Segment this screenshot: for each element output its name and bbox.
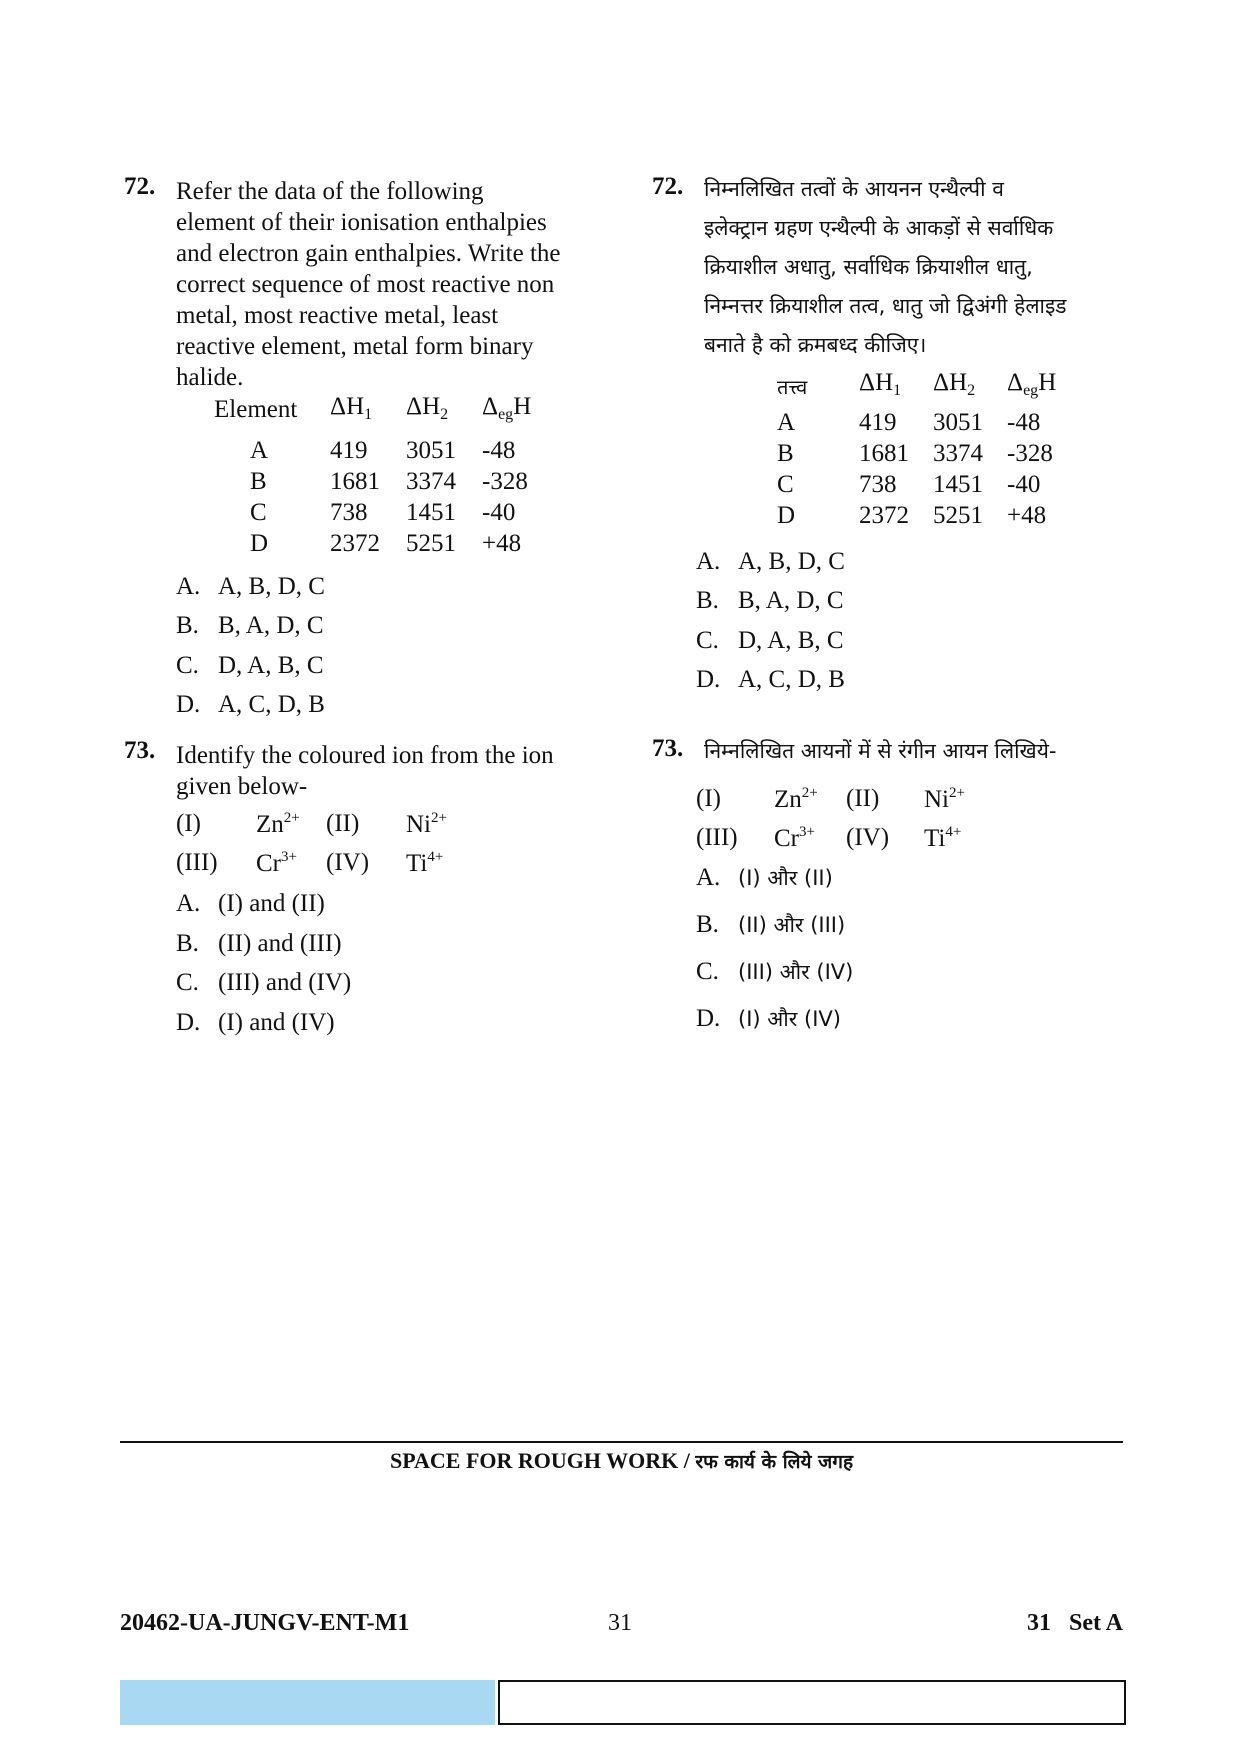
paper-code: 20462-UA-JUNGV-ENT-M1 (120, 1610, 410, 1636)
question-number: 73. (652, 735, 684, 762)
text-line: element of their ionisation enthalpies (176, 209, 547, 236)
table-row (214, 496, 539, 527)
question-number: 72. (652, 173, 684, 200)
ion-ti: $Ti^{4+}$ (406, 849, 444, 877)
table-cell: D (777, 502, 796, 529)
table-header-row (777, 369, 1064, 400)
option-d[interactable]: D. A, C, D, B (696, 666, 845, 693)
enthalpy-table (214, 393, 539, 558)
table-cell: 1451 (933, 471, 983, 498)
table-cell: C (250, 499, 267, 526)
ion-label: (III) (696, 824, 738, 851)
enthalpy-table (777, 369, 1064, 530)
table-cell: B (250, 468, 267, 495)
table-cell: -48 (1007, 409, 1041, 436)
ion-zn: $Zn^{2+}$ (256, 810, 300, 838)
table-cell: A (777, 409, 796, 436)
table-row (214, 434, 539, 465)
table-cell: -40 (1007, 471, 1041, 498)
table-cell: B (777, 440, 794, 467)
text-line: क्रियाशील अधातु, सर्वाधिक क्रियाशील धातु, (704, 255, 1033, 279)
text-line: निम्नलिखित तत्वों के आयनन एन्थैल्पी व (704, 177, 1004, 201)
option-a[interactable]: A. A, B, D, C (176, 573, 325, 600)
ion-label: (IV) (326, 849, 370, 876)
question-text (176, 740, 554, 802)
table-cell: D (250, 530, 269, 557)
option-d[interactable]: D. (I) and (IV) (176, 1009, 335, 1036)
text-line: Refer the data of the following (176, 178, 484, 205)
ion-label: (IV) (846, 824, 890, 851)
table-cell: 5251 (933, 502, 983, 529)
text-line: metal, most reactive metal, least (176, 302, 499, 329)
rough-work-hi: रफ कार्य के लिये जगह (695, 1451, 854, 1473)
question-number: 73. (124, 737, 156, 764)
ion-ti: $Ti^{4+}$ (924, 824, 962, 852)
table-cell: 3051 (406, 437, 456, 464)
ion-ni: $Ni^{2+}$ (924, 785, 965, 813)
ion-row (696, 824, 1116, 856)
option-d[interactable]: D. A, C, D, B (176, 691, 325, 718)
rough-work-en: SPACE FOR ROUGH WORK / (389, 1448, 696, 1473)
text-line: इलेक्ट्रान ग्रहण एन्थैल्पी के आकड़ों से सर्वाधिक (704, 216, 1054, 240)
table-cell: 2372 (859, 502, 909, 529)
text-line: halide. (176, 364, 244, 391)
table-row (214, 527, 539, 558)
table-row (777, 437, 1064, 468)
question-text (176, 176, 561, 393)
ion-row (176, 810, 596, 842)
option-b[interactable]: B. B, A, D, C (176, 612, 324, 639)
table-row (777, 406, 1064, 437)
header-dh2: $\Delta H_2$ (406, 393, 449, 423)
table-row (777, 468, 1064, 499)
text-line: बनाते है को क्रमबध्द कीजिए। (704, 333, 927, 357)
table-cell: 1681 (859, 440, 909, 467)
header-deg-h: $\Delta_{eg}H$ (482, 393, 532, 423)
header-element: Element (214, 396, 298, 423)
ion-label: (II) (326, 810, 360, 837)
option-c[interactable]: C. (III) and (IV) (176, 969, 352, 996)
table-cell: A (250, 437, 269, 464)
ion-row (176, 849, 596, 881)
table-cell: +48 (1007, 502, 1047, 529)
option-d[interactable]: D. (I) और (IV) (696, 1005, 841, 1032)
question-text (704, 732, 1057, 771)
table-cell: 738 (859, 471, 897, 498)
table-cell: 738 (330, 499, 368, 526)
text-line: निम्नत्तर क्रियाशील तत्व, धातु जो द्विअंगी हेलाइड (704, 294, 1067, 318)
question-number: 72. (124, 173, 156, 200)
option-c[interactable]: C. (III) और (IV) (696, 958, 854, 985)
header-dh1: $\Delta H_1$ (330, 393, 373, 423)
text-line: correct sequence of most reactive non (176, 271, 555, 298)
table-row (214, 465, 539, 496)
header-dh1: $\Delta H_1$ (859, 369, 902, 399)
ion-cr: $Cr^{3+}$ (256, 849, 297, 877)
ion-row (696, 785, 1116, 817)
table-cell: -328 (1007, 440, 1053, 467)
table-cell: 1451 (406, 499, 456, 526)
option-b[interactable]: B. (II) and (III) (176, 930, 342, 957)
option-a[interactable]: A. (I) and (II) (176, 890, 325, 917)
ion-ni: $Ni^{2+}$ (406, 810, 447, 838)
header-dh2: $\Delta H_2$ (933, 369, 976, 399)
ion-label: (I) (696, 785, 721, 812)
table-cell: 5251 (406, 530, 456, 557)
table-cell: -40 (482, 499, 516, 526)
table-cell: 419 (330, 437, 368, 464)
rough-work-divider (120, 1441, 1123, 1443)
table-cell: -328 (482, 468, 528, 495)
table-cell: 2372 (330, 530, 380, 557)
blue-footer-bar (120, 1680, 495, 1725)
page-number: 31 (608, 1610, 632, 1636)
table-cell: 3374 (406, 468, 456, 495)
option-a[interactable]: A. A, B, D, C (696, 548, 845, 575)
table-cell: 3051 (933, 409, 983, 436)
option-c[interactable]: C. D, A, B, C (176, 652, 324, 679)
ion-label: (III) (176, 849, 218, 876)
ion-label: (II) (846, 785, 880, 812)
table-cell: C (777, 471, 794, 498)
option-b[interactable]: B. (II) और (III) (696, 911, 846, 938)
header-element: तत्त्व (777, 375, 808, 399)
set-info: 31 Set A (1027, 1610, 1123, 1636)
option-a[interactable]: A. (I) और (II) (696, 864, 833, 891)
ion-cr: $Cr^{3+}$ (774, 824, 815, 852)
text-line: reactive element, metal form binary (176, 333, 534, 360)
ion-label: (I) (176, 810, 201, 837)
header-deg-h: $\Delta_{eg}H$ (1007, 369, 1057, 399)
table-cell: -48 (482, 437, 516, 464)
table-header-row (214, 393, 539, 424)
text-line: Identify the coloured ion from the ion (176, 742, 554, 769)
text-line: given below- (176, 773, 308, 800)
table-cell: 3374 (933, 440, 983, 467)
table-cell: 419 (859, 409, 897, 436)
option-b[interactable]: B. B, A, D, C (696, 587, 844, 614)
table-cell: +48 (482, 530, 522, 557)
option-c[interactable]: C. D, A, B, C (696, 627, 844, 654)
table-row (777, 499, 1064, 530)
rough-work-heading (120, 1448, 1123, 1474)
question-text (704, 170, 1067, 365)
text-line: निम्नलिखित आयनों में से रंगीन आयन लिखिये- (704, 739, 1057, 763)
blank-footer-box (498, 1680, 1126, 1725)
table-cell: 1681 (330, 468, 380, 495)
ion-zn: $Zn^{2+}$ (774, 785, 818, 813)
text-line: and electron gain enthalpies. Write the (176, 240, 561, 267)
